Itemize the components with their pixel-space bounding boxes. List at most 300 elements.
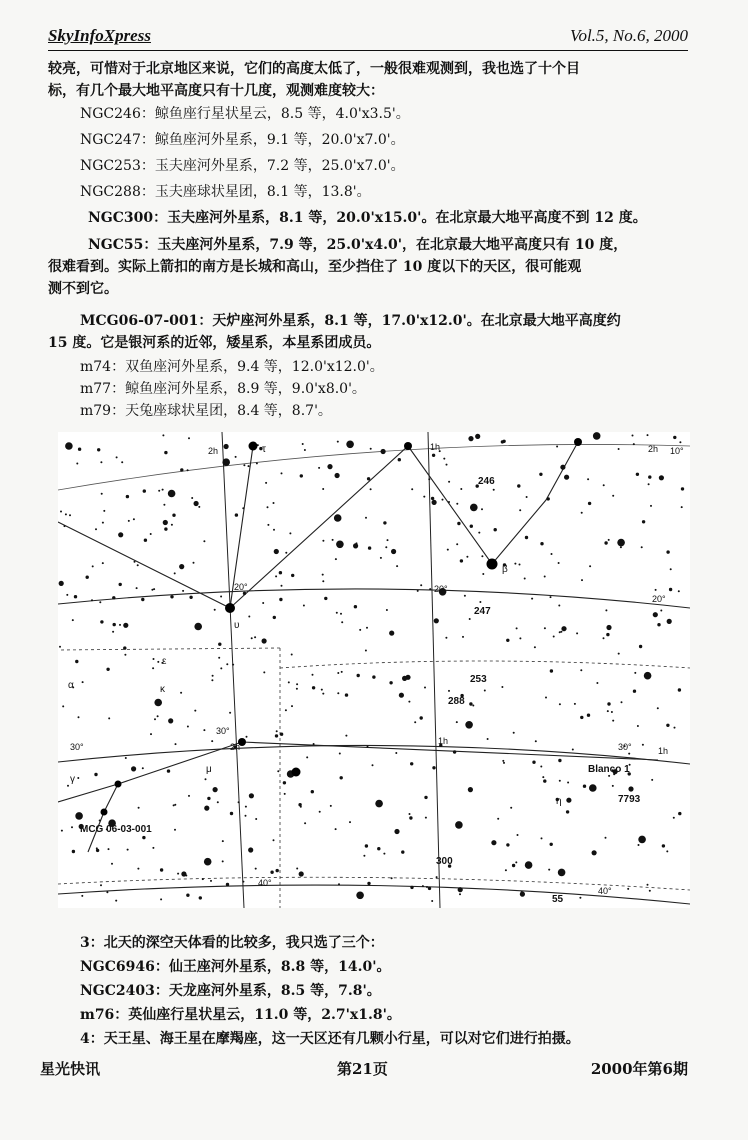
ra-label: 2h bbox=[648, 444, 659, 454]
south-object-list bbox=[48, 103, 688, 229]
star bbox=[564, 475, 569, 480]
star bbox=[123, 646, 126, 649]
star bbox=[425, 817, 427, 819]
star bbox=[574, 703, 576, 705]
star bbox=[572, 749, 574, 751]
star bbox=[213, 787, 218, 792]
star bbox=[370, 488, 372, 490]
star bbox=[608, 775, 610, 777]
star bbox=[587, 478, 589, 480]
star bbox=[414, 721, 416, 723]
deep-sky-object-label: Blanco 1 bbox=[588, 764, 630, 775]
star bbox=[642, 744, 644, 746]
star bbox=[275, 734, 278, 737]
star bbox=[77, 777, 79, 779]
star bbox=[179, 564, 184, 569]
star bbox=[205, 778, 207, 780]
star bbox=[262, 638, 267, 643]
star bbox=[443, 458, 445, 460]
star bbox=[372, 764, 374, 766]
star bbox=[657, 707, 659, 709]
star bbox=[580, 716, 583, 719]
star bbox=[455, 821, 463, 829]
star bbox=[356, 542, 358, 544]
star bbox=[337, 672, 339, 674]
mcg-line-2: 15 度。它是银河系的近邻，矮星系，本星系团成员。 bbox=[48, 335, 381, 351]
star bbox=[69, 514, 71, 516]
star bbox=[669, 588, 672, 591]
star bbox=[666, 550, 669, 553]
footer-issue: 2000年第6期 bbox=[590, 1060, 688, 1078]
mcg-paragraph bbox=[48, 310, 688, 354]
star bbox=[617, 539, 625, 547]
deep-sky-object-label: 55 bbox=[552, 894, 564, 905]
bright-star bbox=[115, 781, 122, 788]
star-designation: μ bbox=[206, 764, 212, 775]
ra-label: 2h bbox=[230, 742, 241, 752]
star bbox=[298, 803, 301, 806]
star bbox=[188, 437, 190, 439]
page-footer bbox=[40, 1058, 688, 1082]
star bbox=[138, 807, 140, 809]
messier-list bbox=[48, 356, 688, 422]
star bbox=[312, 674, 314, 676]
star bbox=[220, 667, 222, 669]
star bbox=[152, 667, 154, 669]
star bbox=[158, 490, 160, 492]
bright-star bbox=[487, 559, 498, 570]
star bbox=[136, 587, 138, 589]
star bbox=[335, 558, 337, 560]
star bbox=[322, 574, 324, 576]
star bbox=[506, 843, 509, 846]
star bbox=[512, 864, 515, 867]
star bbox=[401, 850, 404, 853]
dec-line-upper bbox=[58, 444, 690, 490]
star bbox=[232, 664, 234, 666]
star bbox=[340, 613, 342, 615]
star bbox=[332, 539, 334, 541]
star bbox=[445, 637, 447, 639]
star bbox=[410, 886, 413, 889]
star bbox=[606, 633, 609, 636]
star bbox=[340, 776, 343, 779]
star bbox=[368, 546, 371, 549]
star bbox=[612, 495, 614, 497]
star bbox=[187, 726, 189, 728]
star bbox=[494, 528, 497, 531]
star bbox=[242, 881, 244, 883]
star bbox=[65, 513, 67, 515]
star bbox=[381, 449, 386, 454]
star bbox=[302, 443, 304, 445]
star bbox=[337, 441, 339, 443]
star bbox=[593, 432, 601, 440]
star bbox=[534, 646, 536, 648]
star bbox=[470, 504, 478, 512]
dec-label: 20° bbox=[434, 584, 448, 594]
star bbox=[391, 549, 396, 554]
star bbox=[505, 869, 507, 871]
star bbox=[428, 887, 431, 890]
star bbox=[478, 532, 480, 534]
star bbox=[207, 797, 210, 800]
star bbox=[150, 533, 152, 535]
north-section bbox=[48, 932, 688, 1050]
star bbox=[102, 562, 104, 564]
star bbox=[673, 436, 676, 439]
star bbox=[540, 766, 542, 768]
star bbox=[345, 735, 347, 737]
star bbox=[396, 565, 398, 567]
star bbox=[462, 636, 464, 638]
star bbox=[399, 693, 404, 698]
star bbox=[91, 599, 93, 601]
star bbox=[497, 818, 499, 820]
star bbox=[681, 487, 684, 490]
dec-line-20 bbox=[58, 589, 690, 608]
star bbox=[96, 847, 98, 849]
star bbox=[561, 626, 566, 631]
star bbox=[92, 565, 94, 567]
star bbox=[465, 721, 473, 729]
star bbox=[648, 475, 651, 478]
star bbox=[160, 868, 163, 871]
star bbox=[479, 601, 481, 603]
object-m74: m74：双鱼座河外星系，9.4 等，12.0'x12.0'。 bbox=[80, 359, 384, 375]
star bbox=[628, 786, 633, 791]
star bbox=[300, 474, 303, 477]
constellation-boundary bbox=[58, 648, 280, 650]
star bbox=[447, 549, 449, 551]
star bbox=[336, 612, 338, 614]
star bbox=[420, 584, 422, 586]
star bbox=[230, 812, 233, 815]
star bbox=[296, 688, 298, 690]
star bbox=[588, 502, 591, 505]
star bbox=[560, 631, 562, 633]
star bbox=[550, 843, 553, 846]
star bbox=[638, 836, 646, 844]
star bbox=[521, 891, 523, 893]
constellation-boundary bbox=[280, 661, 690, 668]
star bbox=[265, 482, 267, 484]
star bbox=[214, 609, 216, 611]
star bbox=[679, 441, 681, 443]
star bbox=[137, 868, 139, 870]
star bbox=[322, 540, 324, 542]
star bbox=[163, 504, 165, 506]
star bbox=[276, 730, 278, 732]
star bbox=[291, 574, 294, 577]
star bbox=[143, 489, 146, 492]
star-chart bbox=[58, 432, 690, 908]
star bbox=[354, 605, 357, 608]
page-header bbox=[48, 24, 688, 51]
star bbox=[299, 871, 304, 876]
star bbox=[167, 769, 170, 772]
star bbox=[464, 595, 466, 597]
star-designation: κ bbox=[160, 684, 165, 695]
star bbox=[540, 542, 543, 545]
star bbox=[519, 637, 521, 639]
star bbox=[666, 724, 669, 727]
star bbox=[99, 820, 101, 822]
star bbox=[102, 522, 104, 524]
star bbox=[514, 563, 516, 565]
star bbox=[375, 800, 383, 808]
star bbox=[152, 847, 154, 849]
star bbox=[346, 441, 354, 449]
star-designation: α bbox=[68, 680, 74, 691]
star bbox=[277, 770, 279, 772]
star bbox=[100, 884, 102, 886]
star bbox=[517, 834, 519, 836]
star bbox=[194, 623, 202, 631]
star bbox=[246, 736, 248, 738]
bright-star bbox=[404, 442, 412, 450]
star bbox=[605, 837, 607, 839]
star bbox=[550, 669, 553, 672]
star bbox=[154, 718, 156, 720]
star bbox=[606, 625, 611, 630]
star bbox=[502, 760, 504, 762]
star bbox=[410, 762, 413, 765]
star bbox=[576, 632, 578, 634]
star bbox=[255, 868, 257, 870]
star bbox=[389, 631, 394, 636]
star bbox=[650, 505, 652, 507]
star bbox=[475, 434, 480, 439]
deep-sky-object-label: MCG 06-03-001 bbox=[80, 824, 152, 835]
star bbox=[321, 689, 323, 691]
star bbox=[531, 598, 533, 600]
star bbox=[442, 499, 444, 501]
star bbox=[164, 527, 167, 530]
dec-label: 10° bbox=[670, 446, 684, 456]
star bbox=[322, 693, 324, 695]
dec-label: 30° bbox=[216, 726, 230, 736]
star-designation: ε bbox=[162, 656, 167, 667]
star bbox=[338, 883, 340, 885]
star bbox=[506, 639, 509, 642]
star bbox=[218, 643, 221, 646]
ngc55-line-2: 很难看到。实际上箭扣的南方是长城和高山，至少挡住了 10 度以下的天区，很可能观 bbox=[48, 259, 582, 275]
star bbox=[251, 637, 253, 639]
object-ngc288: NGC288：玉夫座球状星团，8.1 等，13.8'。 bbox=[80, 184, 371, 200]
star bbox=[285, 709, 287, 711]
star bbox=[377, 847, 380, 850]
star bbox=[322, 488, 324, 490]
star bbox=[612, 720, 614, 722]
intro-line-1: 较亮，可惜对于北京地区来说，它们的高度太低了，一般很难观测到，我也选了十个目 bbox=[48, 61, 580, 77]
object-ngc253: NGC253：玉夫座河外星系，7.2 等，25.0'x7.0'。 bbox=[80, 158, 405, 174]
bright-star bbox=[101, 809, 108, 816]
star bbox=[581, 579, 583, 581]
star bbox=[674, 727, 676, 729]
north-heading: 3：北天的深空天体看的比较多，我只选了三个： bbox=[80, 935, 384, 951]
star bbox=[296, 868, 298, 870]
dec-label: 20° bbox=[652, 594, 666, 604]
star bbox=[101, 493, 103, 495]
star bbox=[324, 597, 327, 600]
star bbox=[515, 861, 517, 863]
star bbox=[311, 790, 314, 793]
star bbox=[226, 663, 228, 665]
star bbox=[160, 898, 162, 900]
star bbox=[519, 564, 521, 566]
object-m77: m77：鲸鱼座河外星系，8.9 等，9.0'x8.0'。 bbox=[80, 381, 366, 397]
star bbox=[387, 539, 389, 541]
star bbox=[353, 543, 358, 548]
star bbox=[157, 715, 159, 717]
star bbox=[255, 818, 257, 820]
star bbox=[273, 839, 275, 841]
star bbox=[245, 806, 247, 808]
star bbox=[647, 434, 649, 436]
star bbox=[366, 627, 368, 629]
star bbox=[203, 729, 205, 731]
star bbox=[651, 779, 653, 781]
star bbox=[432, 766, 435, 769]
star bbox=[59, 581, 64, 586]
star bbox=[459, 893, 461, 895]
star bbox=[235, 513, 238, 516]
star bbox=[487, 738, 489, 740]
bright-star bbox=[292, 768, 301, 777]
star bbox=[662, 844, 665, 847]
star bbox=[398, 458, 401, 461]
star bbox=[559, 703, 561, 705]
star bbox=[493, 489, 495, 491]
star bbox=[566, 810, 569, 813]
star bbox=[198, 506, 200, 508]
star bbox=[456, 503, 458, 505]
star bbox=[383, 853, 385, 855]
star bbox=[133, 518, 135, 520]
deep-sky-object-label: 300 bbox=[436, 856, 453, 867]
star bbox=[587, 714, 590, 717]
star bbox=[386, 609, 388, 611]
star bbox=[363, 855, 365, 857]
star bbox=[394, 829, 399, 834]
star bbox=[558, 605, 560, 607]
star bbox=[359, 629, 361, 631]
star bbox=[74, 595, 77, 598]
ra-label: 1h bbox=[438, 736, 449, 746]
star bbox=[174, 829, 176, 831]
star bbox=[103, 510, 105, 512]
star bbox=[270, 871, 273, 874]
star bbox=[222, 458, 230, 466]
star bbox=[274, 549, 279, 554]
star bbox=[621, 701, 623, 703]
star bbox=[296, 683, 298, 685]
star bbox=[678, 812, 681, 815]
star bbox=[666, 850, 668, 852]
star bbox=[263, 671, 265, 673]
star bbox=[524, 578, 526, 580]
star bbox=[655, 589, 657, 591]
star bbox=[154, 699, 162, 707]
star bbox=[267, 506, 269, 508]
star bbox=[202, 878, 204, 880]
object-ngc247: NGC247：鲸鱼座河外星系，9.1 等，20.0'x7.0'。 bbox=[80, 132, 405, 148]
star bbox=[76, 463, 78, 465]
star bbox=[273, 502, 275, 504]
star bbox=[612, 785, 614, 787]
star bbox=[673, 817, 675, 819]
star bbox=[118, 532, 123, 537]
star bbox=[667, 619, 672, 624]
star bbox=[608, 539, 610, 541]
star bbox=[289, 532, 291, 534]
star bbox=[313, 743, 315, 745]
ra-label: 1h bbox=[430, 442, 441, 452]
star bbox=[291, 654, 293, 656]
star bbox=[248, 616, 250, 618]
star bbox=[678, 688, 681, 691]
star bbox=[558, 562, 560, 564]
star bbox=[186, 894, 189, 897]
star bbox=[653, 612, 658, 617]
star bbox=[395, 752, 397, 754]
star bbox=[254, 636, 256, 638]
star bbox=[203, 540, 205, 542]
star bbox=[78, 716, 80, 718]
dec-line-30 bbox=[58, 745, 690, 764]
star bbox=[604, 541, 607, 544]
star bbox=[365, 844, 368, 847]
ngc55-paragraph bbox=[48, 234, 688, 300]
star bbox=[131, 766, 136, 771]
chart-labels bbox=[68, 442, 684, 905]
star bbox=[256, 462, 258, 464]
dec-label: 30° bbox=[618, 742, 632, 752]
ra-label: 1h bbox=[658, 746, 669, 756]
star bbox=[659, 475, 664, 480]
star bbox=[175, 743, 177, 745]
star bbox=[163, 520, 168, 525]
star bbox=[222, 860, 224, 862]
star bbox=[304, 822, 306, 824]
star bbox=[603, 637, 605, 639]
footer-publication: 星光快讯 bbox=[40, 1060, 101, 1078]
star bbox=[647, 884, 649, 886]
star bbox=[341, 671, 343, 673]
star bbox=[580, 669, 582, 671]
star bbox=[391, 877, 393, 879]
star bbox=[222, 840, 224, 842]
star bbox=[72, 850, 75, 853]
star bbox=[541, 837, 543, 839]
star bbox=[267, 524, 269, 526]
star bbox=[194, 710, 196, 712]
deep-sky-object-label: 253 bbox=[470, 674, 487, 685]
star bbox=[95, 528, 97, 530]
star bbox=[367, 746, 369, 748]
star bbox=[525, 861, 533, 869]
star-designation: η bbox=[556, 796, 562, 807]
star bbox=[341, 621, 343, 623]
star bbox=[618, 448, 620, 450]
star bbox=[283, 781, 286, 784]
star bbox=[408, 701, 410, 703]
star bbox=[501, 440, 504, 443]
star bbox=[516, 627, 518, 629]
star bbox=[194, 501, 199, 506]
star bbox=[242, 507, 244, 509]
